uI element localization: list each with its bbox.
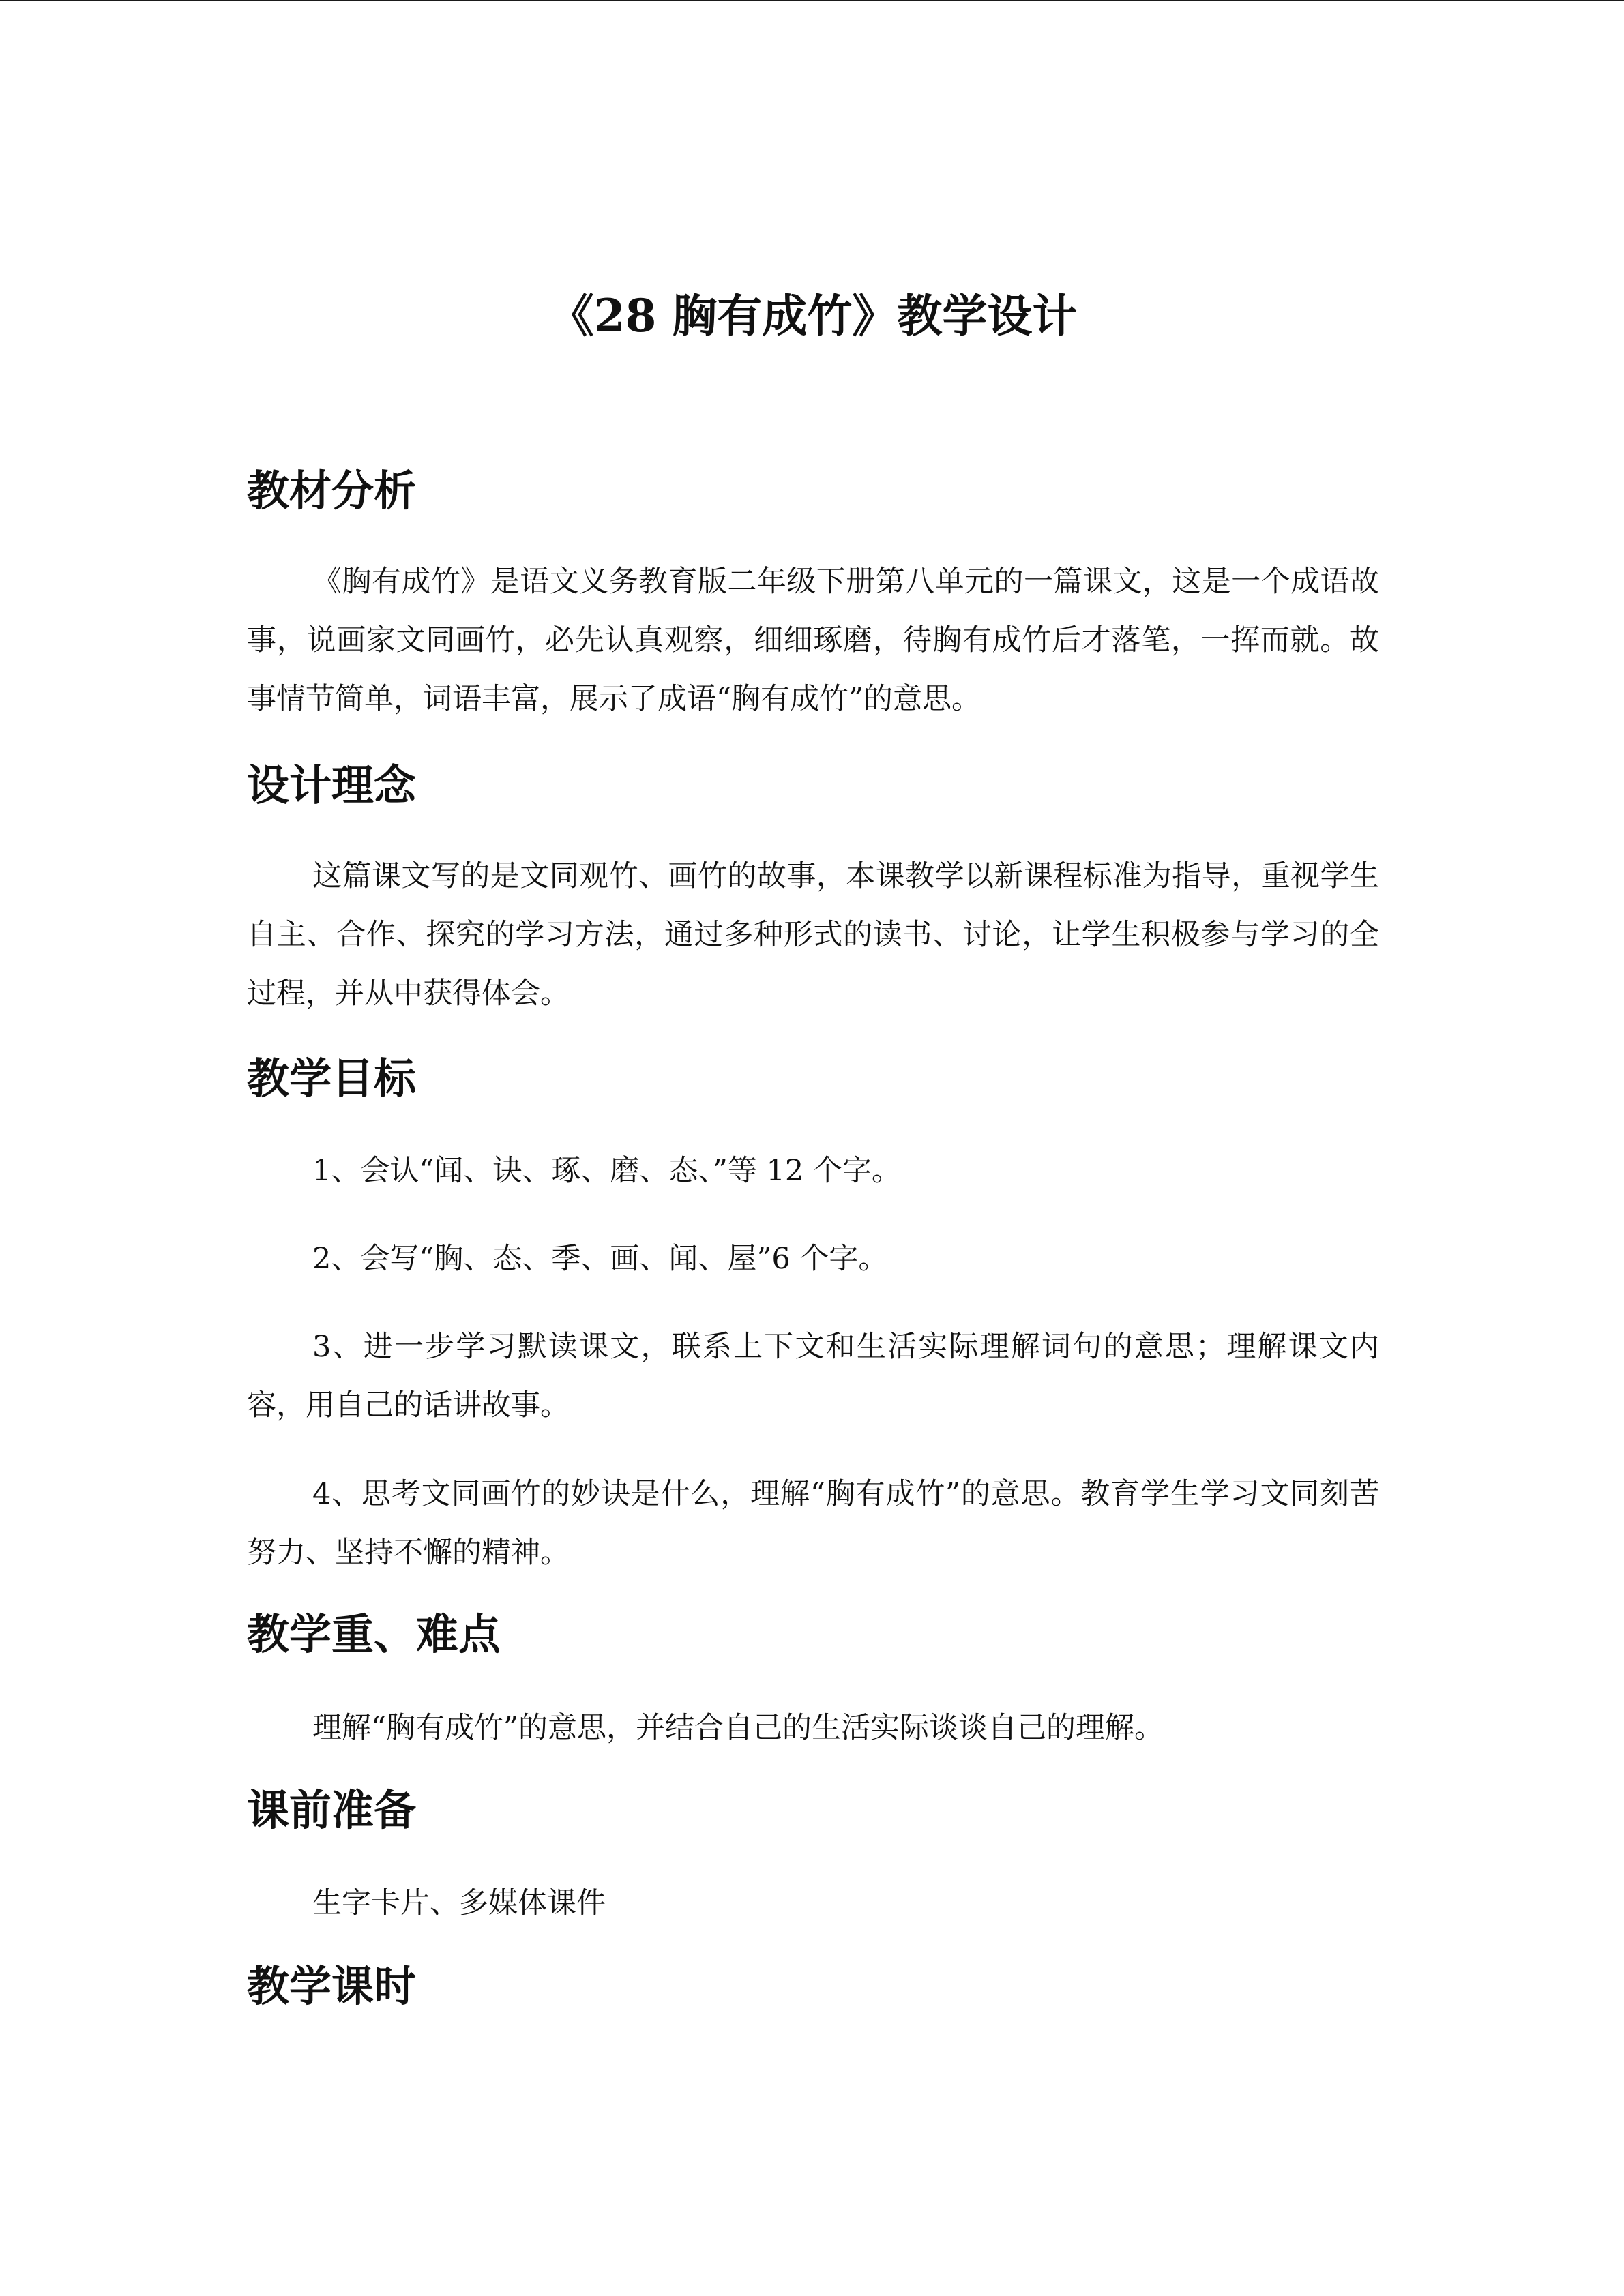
section-heading-textbook-analysis: 教材分析 [247,466,417,516]
section-heading-teaching-goals: 教学目标 [247,1054,417,1103]
top-border-line [0,0,1624,1]
document-title: 《28 胸有成竹》教学设计 [548,289,1078,342]
section-heading-class-hours: 教学课时 [247,1961,417,2011]
section-heading-design-concept: 设计理念 [247,760,417,810]
teaching-goal-item-4: 4、思考文同画竹的妙诀是什么，理解“胸有成竹”的意思。教育学生学习文同刻苦努力、坚持不懈的精神。 [247,1477,1379,1570]
design-concept-paragraph: 这篇课文写的是文同观竹、画竹的故事，本课教学以新课程标准为指导，重视学生自主、合作、探究的学习方法，通过多种形式的读书、讨论，让学生积极参与学习的全过程，并从中获得体会。 [247,859,1379,1011]
section-heading-key-difficult-points: 教学重、难点 [247,1609,501,1659]
section-heading-preparation: 课前准备 [247,1785,417,1835]
textbook-analysis-paragraph: 《胸有成竹》是语文义务教育版二年级下册第八单元的一篇课文，这是一个成语故事，说画家文同画竹，必先认真观察，细细琢磨，待胸有成竹后才落笔，一挥而就。故事情节简单，词语丰富，展示了成语“胸有成竹”的意思。 [247,565,1379,716]
preparation-paragraph: 生字卡片、多媒体课件 [312,1886,606,1920]
teaching-goal-item-2: 2、会写“胸、态、季、画、闻、屋”6 个字。 [312,1242,888,1276]
key-difficult-points-paragraph: 理解“胸有成竹”的意思，并结合自己的生活实际谈谈自己的理解。 [312,1711,1164,1745]
teaching-goal-item-3: 3、进一步学习默读课文，联系上下文和生活实际理解词句的意思；理解课文内容，用自己的话讲故事。 [247,1330,1379,1422]
teaching-goal-item-1: 1、会认“闻、诀、琢、磨、态、”等 12 个字。 [312,1154,901,1188]
